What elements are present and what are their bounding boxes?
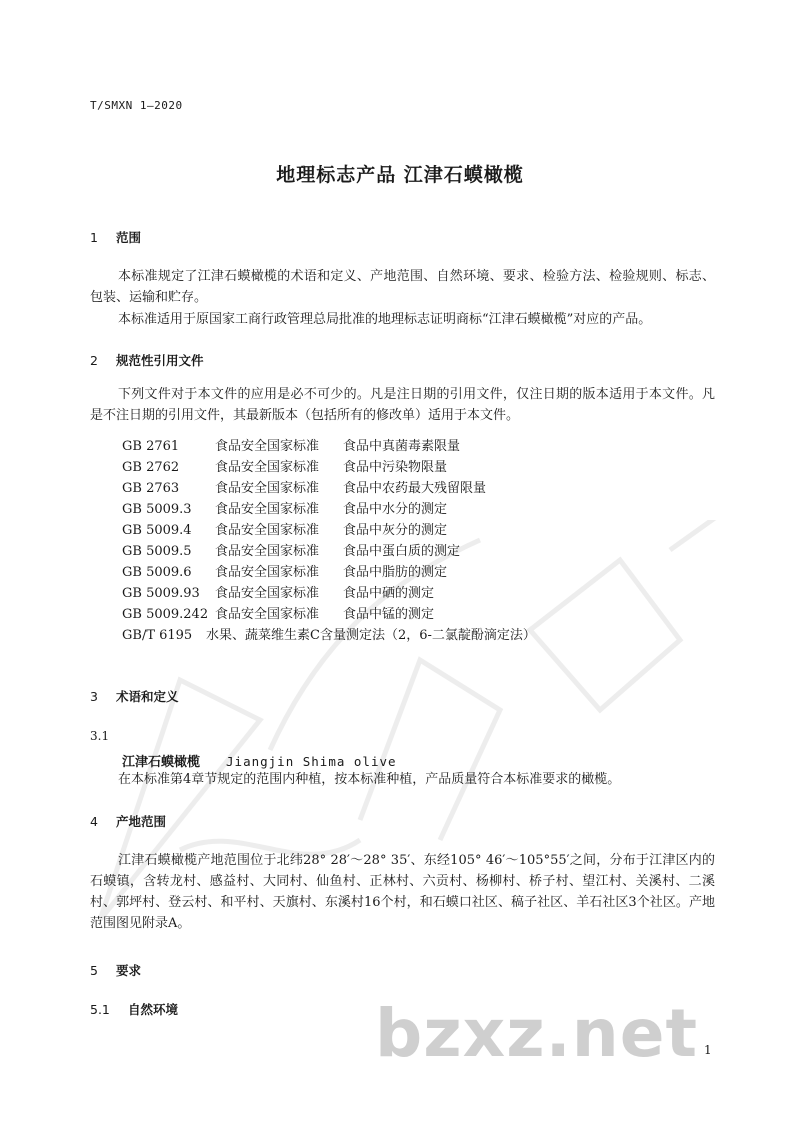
section-number: 5: [90, 963, 98, 978]
reference-name: 食品中水分的测定: [343, 502, 448, 517]
section-3-heading: [90, 687, 179, 705]
reference-category: 食品安全国家标准: [215, 607, 320, 622]
reference-category: 食品安全国家标准: [215, 586, 320, 601]
reference-item: [122, 435, 460, 454]
reference-code: GB 2762: [122, 460, 180, 475]
reference-name: 食品中农药最大残留限量: [343, 481, 487, 496]
section-title: 范围: [116, 230, 142, 245]
reference-code: GB 5009.6: [122, 565, 192, 580]
section-number: 4: [90, 814, 98, 829]
term-chinese: 江津石蟆橄榄: [122, 755, 201, 770]
reference-item: [122, 498, 447, 517]
reference-category: 食品安全国家标准: [215, 439, 320, 454]
section-2-heading: [90, 351, 204, 369]
section-4-paragraph-1: 江津石蟆橄榄产地范围位于北纬28° 28′～28° 35′、东经105° 46′～105°55′之间，分布于江津区内的石蟆镇，含转龙村、感益村、大同村、仙鱼村、正林村、六贡村、杨柳村、桥子村、望江村、关溪村、二溪村、郭坪村、登云村、和平村、天旗村、东溪村16个村，和石蟆口社区、稿子社区、羊石社区3个社区。产地范围图见附录A。: [90, 853, 715, 931]
reference-category: 食品安全国家标准: [215, 565, 320, 580]
reference-code: GB 5009.4: [122, 523, 192, 538]
section-1-paragraph-1: 本标准规定了江津石蟆橄榄的术语和定义、产地范围、自然环境、要求、检验方法、检验规则、标志、包装、运输和贮存。: [90, 269, 715, 305]
reference-category: 食品安全国家标准: [215, 502, 320, 517]
reference-code: GB 5009.5: [122, 544, 192, 559]
reference-name: 食品中蛋白质的测定: [343, 544, 461, 559]
reference-name: 食品中硒的测定: [343, 586, 435, 601]
reference-code: GB 2763: [122, 481, 180, 496]
reference-name: 水果、蔬菜维生素C含量测定法（2，6-二氯靛酚滴定法）: [206, 628, 536, 643]
subsection-title: 自然环境: [128, 1002, 179, 1017]
reference-code: GB 5009.242: [122, 607, 209, 622]
term-definition: 在本标准第4章节规定的范围内种植，按本标准种植，产品质量符合本标准要求的橄榄。: [118, 772, 621, 787]
section-number: 3: [90, 689, 98, 704]
reference-code: GB 5009.93: [122, 586, 200, 601]
reference-category: 食品安全国家标准: [215, 460, 320, 475]
document-number: T/SMXN 1—2020: [90, 99, 183, 112]
section-5-heading: [90, 961, 141, 979]
section-title: 产地范围: [116, 814, 167, 829]
reference-item: [122, 519, 447, 538]
site-watermark: bzxz.net: [375, 995, 699, 1072]
reference-item: [122, 540, 460, 559]
reference-category: 食品安全国家标准: [215, 544, 320, 559]
reference-name: 食品中脂肪的测定: [343, 565, 448, 580]
page-number: 1: [704, 1043, 712, 1057]
reference-item: [122, 582, 434, 601]
section-2-paragraph-1: 下列文件对于本文件的应用是必不可少的。凡是注日期的引用文件，仅注日期的版本适用于本文件。凡是不注日期的引用文件，其最新版本（包括所有的修改单）适用于本文件。: [90, 387, 715, 423]
reference-item: [122, 603, 434, 622]
subsection-number: 5.1: [90, 1002, 110, 1017]
reference-item: [122, 624, 536, 643]
reference-name: 食品中灰分的测定: [343, 523, 448, 538]
term-english: Jiangjin Shima olive: [226, 754, 397, 769]
section-number: 2: [90, 353, 98, 368]
reference-item: [122, 561, 447, 580]
section-title: 规范性引用文件: [116, 353, 204, 368]
section-number: 1: [90, 230, 98, 245]
term-entry: [122, 751, 397, 770]
reference-category: 食品安全国家标准: [215, 523, 320, 538]
document-title: 地理标志产品 江津石蟆橄榄: [276, 164, 524, 186]
reference-code: GB/T 6195: [122, 628, 193, 643]
section-title: 术语和定义: [116, 689, 179, 704]
reference-name: 食品中污染物限量: [343, 460, 448, 475]
section-4-heading: [90, 812, 166, 830]
section-title: 要求: [116, 963, 142, 978]
subsection-5-1-heading: [90, 1000, 178, 1018]
section-1-heading: [90, 228, 141, 246]
reference-code: GB 5009.3: [122, 502, 192, 517]
reference-category: 食品安全国家标准: [215, 481, 320, 496]
subsection-number: 3.1: [90, 729, 110, 743]
reference-name: 食品中真菌毒素限量: [343, 439, 461, 454]
reference-item: [122, 477, 486, 496]
reference-name: 食品中锰的测定: [343, 607, 435, 622]
reference-code: GB 2761: [122, 439, 180, 454]
section-1-paragraph-2: 本标准适用于原国家工商行政管理总局批准的地理标志证明商标“江津石蟆橄榄”对应的产品。: [118, 312, 652, 327]
reference-item: [122, 456, 447, 475]
